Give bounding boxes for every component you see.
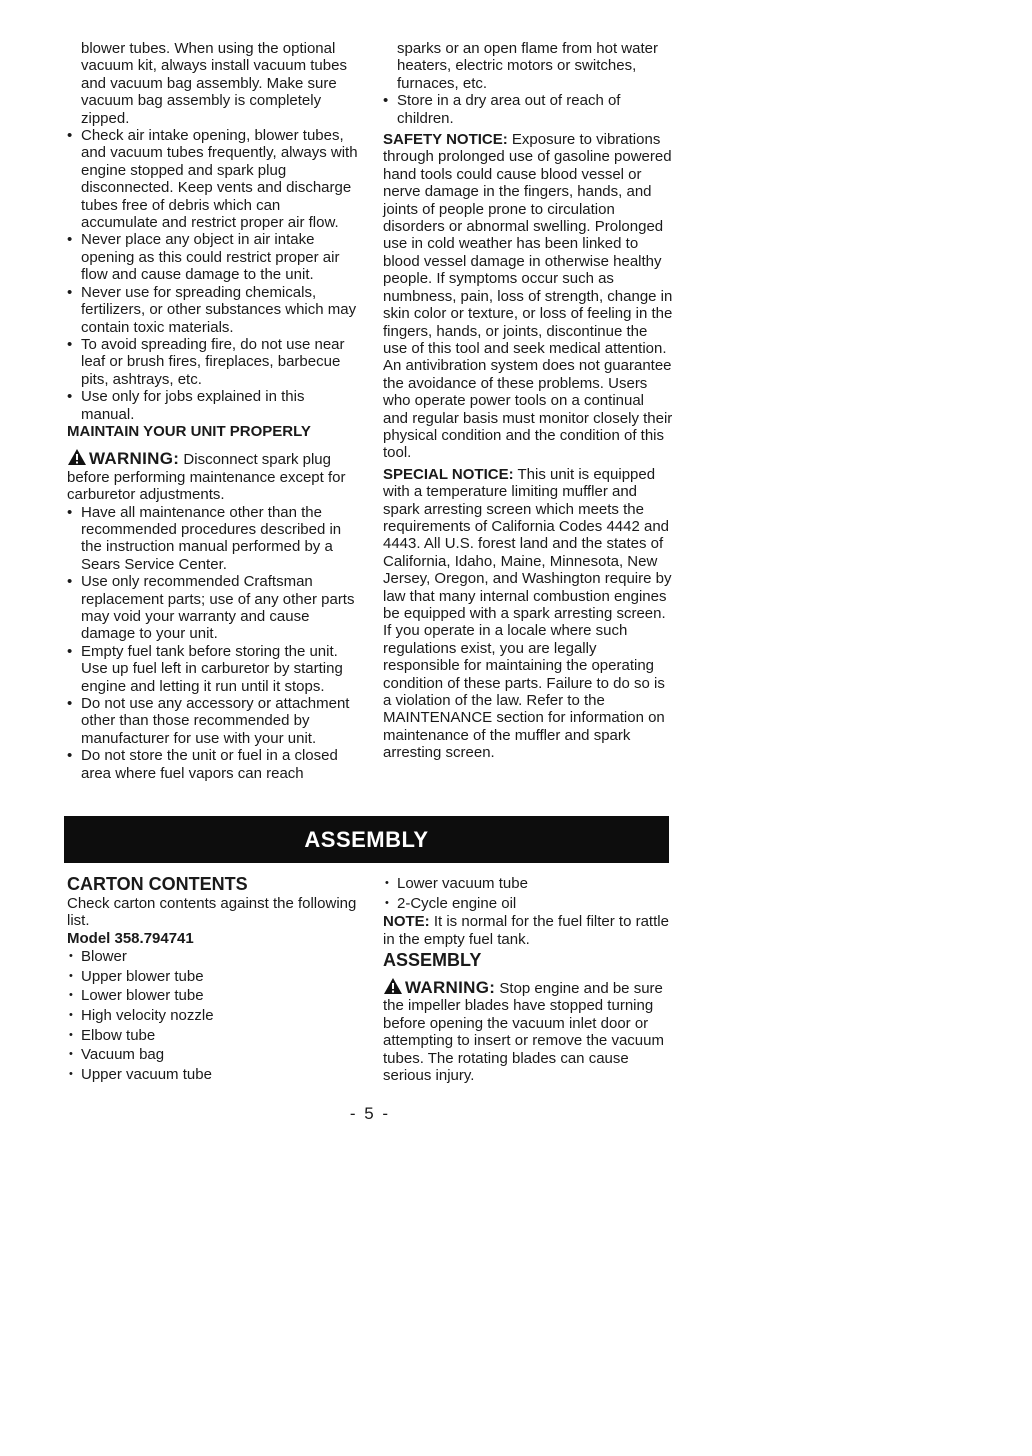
assembly-warning bbox=[383, 977, 673, 1084]
carton-contents-section bbox=[67, 874, 359, 1084]
banner-title: ASSEMBLY bbox=[304, 826, 429, 852]
list-item: • High velocity nozzle bbox=[67, 1006, 359, 1026]
storage-bullet-list bbox=[383, 92, 673, 127]
model-number: Model 358.794741 bbox=[67, 929, 194, 947]
list-item: • Store in a dry area out of reach of children. bbox=[383, 92, 673, 127]
assembly-heading: ASSEMBLY bbox=[383, 950, 482, 970]
top-right-column bbox=[383, 40, 673, 762]
carton-item-list bbox=[67, 947, 359, 1084]
list-item: • Never place any object in air intake opening as this could restrict proper air flow and cause damage to the unit. bbox=[67, 231, 359, 283]
special-notice bbox=[383, 466, 673, 762]
special-notice-text: This unit is equipped with a temperature limiting muffler and spark arresting screen which meets the requirements of California Codes 4442 and 4443. All U.S. forest land and the states of California, Idaho, Maine, Minnesota, New Jersey, Oregon, and Washington require by law that many internal combustion engines be equipped with a spark arresting screen. If you operate in a locale where such regulations exist, you are legally responsible for maintaining the operating condition of these parts. Failure to do so is a violation of the law. Refer to the MAINTENANCE section for information on maintenance of the muffler and spark arresting screen. bbox=[383, 465, 672, 762]
list-item: • 2-Cycle engine oil bbox=[383, 894, 673, 914]
special-notice-label: SPECIAL NOTICE: bbox=[383, 465, 514, 483]
warning-triangle-icon bbox=[67, 448, 87, 466]
safety-bullet-list bbox=[67, 127, 359, 423]
list-item: • Vacuum bag bbox=[67, 1045, 359, 1065]
maintain-heading: MAINTAIN YOUR UNIT PROPERLY bbox=[67, 422, 311, 440]
safety-notice bbox=[383, 131, 673, 462]
list-item: • Use only recommended Craftsman replacement parts; use of any other parts may void your warranty and cause damage to your unit. bbox=[67, 573, 359, 643]
carton-item-list-continued bbox=[383, 874, 673, 913]
page-number: - 5 - bbox=[349, 1104, 391, 1123]
list-item: • Elbow tube bbox=[67, 1026, 359, 1046]
warning-triangle-icon bbox=[383, 977, 403, 995]
safety-notice-text: Exposure to vibrations through prolonged use of gasoline powered hand tools could cause blood vessel or nerve damage in the fingers, hands, and joints of people prone to circulation disorders or abnormal swelling. Prolonged use in cold weather has been linked to blood vessel damage in otherwise healthy people. If symptoms occur such as numbness, pain, loss of strength, change in skin color or texture, or loss of feeling in the fingers, hands, or joints, discontinue the use of this tool and seek medical attention. An antivibration system does not guarantee the avoidance of these problems. Users who operate power tools on a continual and regular basis must monitor closely their physical condition and the condition of this tool. bbox=[383, 131, 673, 462]
assembly-section bbox=[383, 874, 673, 1084]
list-item: • Do not store the unit or fuel in a closed area where fuel vapors can reach bbox=[67, 747, 359, 782]
warning-label: WARNING: bbox=[405, 978, 496, 997]
storage-continuation: sparks or an open flame from hot water heaters, electric motors or switches, furnaces, etc. bbox=[397, 40, 658, 92]
maintain-bullet-list bbox=[67, 504, 359, 783]
fuel-filter-note bbox=[383, 913, 673, 948]
list-item: • Have all maintenance other than the recommended procedures described in the instruction manual performed by a Sears Service Center. bbox=[67, 504, 359, 574]
list-item: • Use only for jobs explained in this manual. bbox=[67, 388, 359, 423]
warning-text: Stop engine and be sure the impeller blades have stopped turning before opening the vacuum inlet door or attempting to insert or remove the vacuum tubes. The rotating blades can cause serious injury. bbox=[383, 980, 664, 1085]
list-item: • Check air intake opening, blower tubes, and vacuum tubes frequently, always with engine stopped and spark plug disconnected. Keep vents and discharge tubes free of debris which can accumulate and restrict proper air flow. bbox=[67, 127, 359, 231]
carton-contents-heading: CARTON CONTENTS bbox=[67, 874, 248, 894]
intro-continuation: blower tubes. When using the optional vacuum kit, always install vacuum tubes and vacuum bag assembly. Make sure vacuum bag assembly is completely zipped. bbox=[81, 40, 347, 127]
safety-notice-label: SAFETY NOTICE: bbox=[383, 131, 508, 149]
list-item: • Blower bbox=[67, 947, 359, 967]
list-item: • Do not use any accessory or attachment other than those recommended by manufacturer for use with your unit. bbox=[67, 695, 359, 747]
top-left-column bbox=[67, 40, 359, 782]
maintain-warning bbox=[67, 448, 359, 503]
warning-label: WARNING: bbox=[89, 449, 180, 469]
list-item: • Upper blower tube bbox=[67, 967, 359, 987]
note-text: It is normal for the fuel filter to rattle in the empty fuel tank. bbox=[383, 913, 669, 948]
list-item: • Lower vacuum tube bbox=[383, 874, 673, 894]
assembly-banner bbox=[64, 816, 669, 863]
list-item: • Upper vacuum tube bbox=[67, 1065, 359, 1085]
list-item: • Never use for spreading chemicals, fertilizers, or other substances which may contain toxic materials. bbox=[67, 284, 359, 336]
list-item: • To avoid spreading fire, do not use near leaf or brush fires, fireplaces, barbecue pits, ashtrays, etc. bbox=[67, 336, 359, 388]
list-item: • Empty fuel tank before storing the unit. Use up fuel left in carburetor by starting engine and letting it run until it stops. bbox=[67, 643, 359, 695]
carton-intro: Check carton contents against the following list. bbox=[67, 895, 357, 930]
warning-text: Disconnect spark plug before performing maintenance except for carburetor adjustments. bbox=[67, 451, 346, 504]
list-item: • Lower blower tube bbox=[67, 986, 359, 1006]
note-label: NOTE: bbox=[383, 913, 430, 931]
